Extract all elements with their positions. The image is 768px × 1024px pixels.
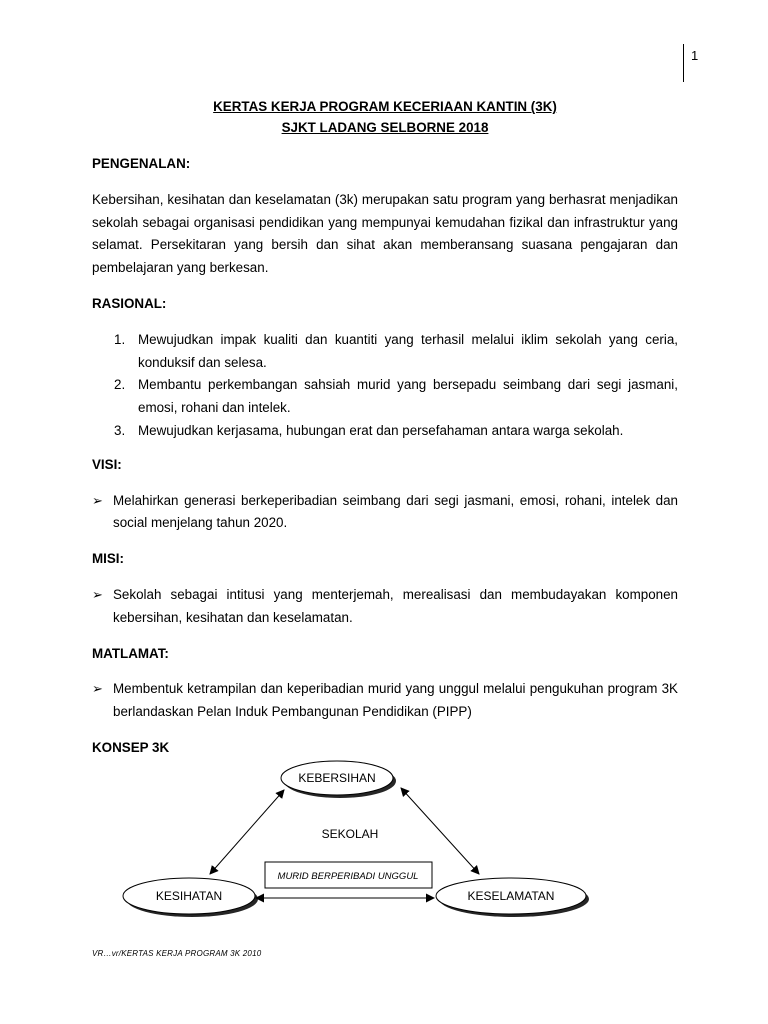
arrow-top-right	[401, 788, 479, 874]
matlamat-heading: MATLAMAT:	[92, 645, 169, 661]
pengenalan-text: Kebersihan, kesihatan dan keselamatan (3k) merupakan satu program yang berhasrat menjadikan sekolah sebagai organisasi pendidikan yang mempunyai kemudahan fizikal dan infrastruktur yang selamat. Persekitaran yang bersih dan sihat akan memberansang suasana pengajaran dan pembelajaran yang berkesan.	[92, 191, 678, 276]
node-kebersihan	[281, 761, 396, 798]
list-item-text: Mewujudkan kerjasama, hubungan erat dan persefahaman antara warga sekolah.	[138, 422, 624, 438]
visi-heading: VISI:	[92, 456, 122, 472]
arrow-top-left	[210, 790, 284, 874]
list-number: 1.	[114, 331, 126, 347]
list-number: 3.	[114, 422, 126, 438]
list-number: 2.	[114, 377, 126, 393]
node-kesihatan-label: KESIHATAN	[155, 889, 223, 903]
page-number: 1	[691, 48, 699, 63]
rasional-heading: RASIONAL:	[92, 295, 167, 311]
node-keselamatan-label: KESELAMATAN	[467, 889, 555, 903]
murid-box	[265, 862, 432, 888]
arrow-bullet-icon: ➢	[92, 586, 103, 602]
arrow-bullet-icon: ➢	[92, 681, 103, 697]
node-kesihatan	[123, 878, 258, 917]
matlamat-text: Membentuk ketrampilan dan keperibadian murid yang unggul melalui pengukuhan program 3K berlandaskan Pelan Induk Pembangunan Pendidikan (PIPP)	[113, 681, 678, 720]
misi-heading: MISI:	[92, 551, 124, 567]
document-title-line1: KERTAS KERJA PROGRAM KECERIAAN KANTIN (3K)	[213, 99, 557, 114]
murid-box-label: MURID BERPERIBADI UNGGUL	[277, 871, 419, 882]
visi-text: Melahirkan generasi berkeperibadian seimbang dari segi jasmani, emosi, rohani, intelek dan social menjelang tahun 2020.	[113, 492, 678, 531]
page-footer: VR…vr/KERTAS KERJA PROGRAM 3K 2010	[92, 949, 262, 958]
list-item-text: Mewujudkan impak kualiti dan kuantiti yang terhasil melalui iklim sekolah yang ceria, konduksif dan selesa.	[138, 331, 678, 370]
node-kebersihan-label: KEBERSIHAN	[298, 771, 376, 785]
list-item-text: Membantu perkembangan sahsiah murid yang bersepadu seimbang dari segi jasmani, emosi, rohani dan intelek.	[138, 377, 678, 416]
document-title-line2: SJKT LADANG SELBORNE 2018	[281, 120, 489, 135]
arrow-bullet-icon: ➢	[92, 492, 103, 508]
sekolah-label: SEKOLAH	[321, 827, 379, 841]
konsep-heading: KONSEP 3K	[92, 739, 170, 755]
misi-text: Sekolah sebagai intitusi yang menterjemah, merealisasi dan membudayakan komponen kebersihan, kesihatan dan keselamatan.	[113, 586, 678, 625]
pengenalan-heading: PENGENALAN:	[92, 156, 191, 171]
node-keselamatan	[436, 878, 589, 917]
